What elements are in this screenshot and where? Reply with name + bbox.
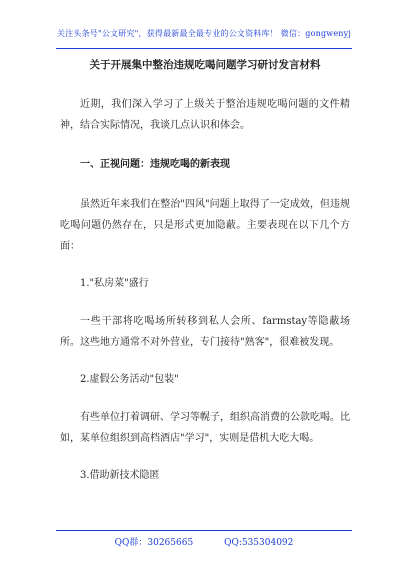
item-heading-1: 1."私房菜"盛行 bbox=[80, 278, 149, 289]
item-paragraph-1: 一些干部将吃喝场所转移到私人会所、farmstay等隐蔽场所。这些地方通常不对外营业，专门接待"熟客"，很难被发现。 bbox=[60, 316, 350, 348]
footer-qq-number: QQ:535304092 bbox=[224, 538, 294, 548]
intro-paragraph: 近期，我们深入学习了上级关于整治违规吃喝问题的文件精神，结合实际情况，我谈几点认识和体会。 bbox=[60, 99, 350, 131]
section-paragraph: 虽然近年来我们在整治"四风"问题上取得了一定成效，但违规吃喝问题仍然存在，只是形式更加隐蔽。主要表现在以下几个方面： bbox=[60, 199, 350, 252]
footer-contact bbox=[0, 535, 408, 548]
document-title: 关于开展集中整治违规吃喝问题学习研讨发言材料 bbox=[89, 59, 321, 71]
footer-qq-group: QQ群：30265665 bbox=[114, 538, 194, 548]
header-divider bbox=[56, 48, 352, 49]
item-heading-2: 2.虚假公务活动"包装" bbox=[80, 374, 179, 385]
item-paragraph-2: 有些单位打着调研、学习等幌子，组织高消费的公款吃喝。比如，某单位组织到高档酒店"学习"，实则是借机大吃大喝。 bbox=[60, 412, 350, 444]
header-banner: 关注头条号"公文研究"，获得最新最全最专业的公文资料库！ 微信：gongwenyj bbox=[56, 29, 352, 38]
section-heading: 一、正视问题：违规吃喝的新表现 bbox=[80, 159, 230, 170]
footer-divider bbox=[56, 530, 352, 531]
document-body bbox=[60, 58, 350, 483]
item-heading-3: 3.借助新技术隐匿 bbox=[80, 470, 160, 481]
